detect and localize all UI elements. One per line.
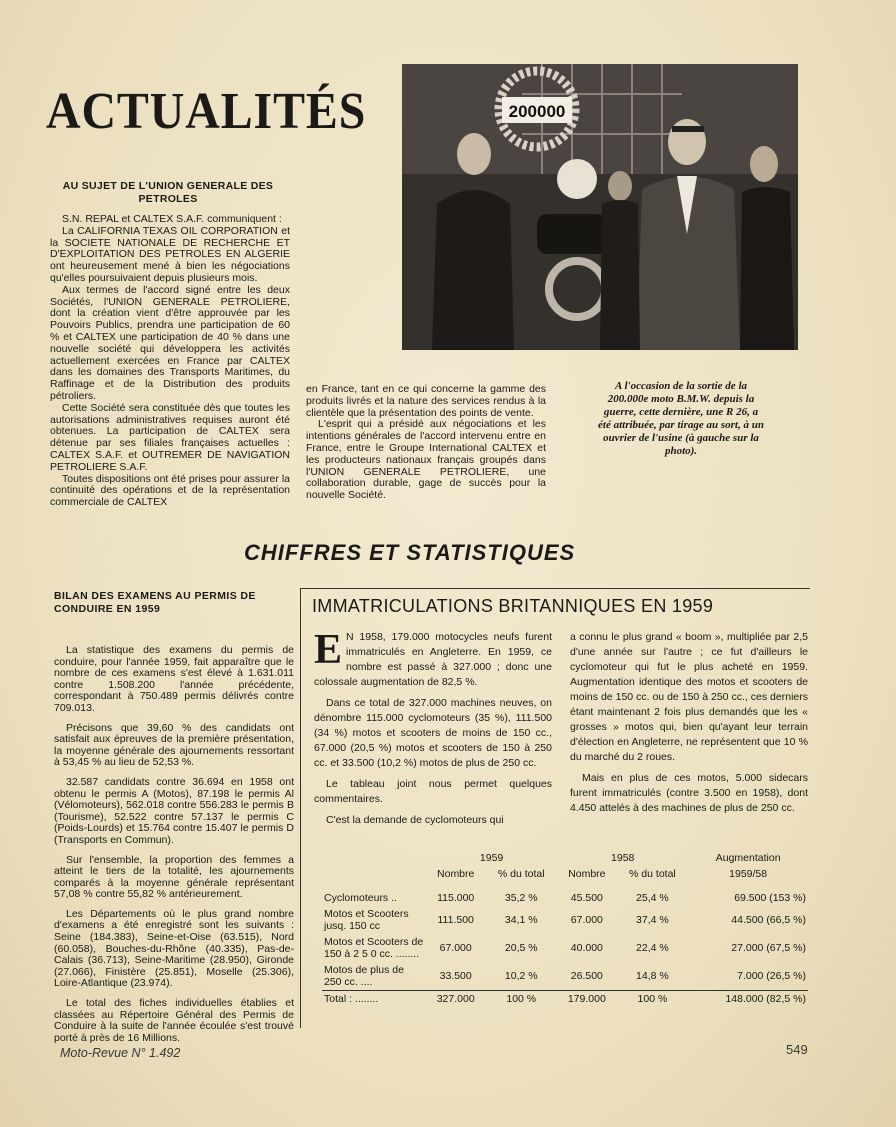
table-subheader-row [322, 866, 808, 882]
cell-p59: 20,5 % [504, 942, 538, 954]
cell-n58: 26.500 [570, 970, 603, 982]
article-paragraph: en France, tant en ce qui concerne la gamme des produits livrés et la nature des services rendus à la clientèle que la présentation des points de vente. [306, 383, 546, 419]
photo-illustration [402, 64, 798, 350]
box-top-rule [300, 588, 810, 589]
cell-p59: 10,2 % [504, 970, 538, 982]
table-row [322, 906, 808, 934]
bilan-paragraph: Précisons que 39,60 % des candidats ont satisfait aux épreuves de la première présentation, la moyenne générale des ajournements ressortant à 53,45 % au lieu de 52,53 %. [54, 721, 294, 769]
col-nombre: Nombre [568, 868, 606, 880]
bilan-heading: BILAN DES EXAMENS AU PERMIS DE CONDUIRE EN 1959 [54, 590, 256, 615]
article-paragraph: La CALIFORNIA TEXAS OIL CORPORATION et la SOCIETE NATIONALE DE RECHERCHE ET D'EXPLOITATION DES PETROLES EN ALGERIE ont heureusement mené à bien les négociations qu'elles poursuivaient depuis plusieurs mois. [50, 224, 290, 284]
year-1959-header: 1959 [479, 852, 504, 864]
bilan-paragraph: Le total des fiches individuelles établies et classées au Répertoire Général des Permis de Conduire à la suite de l'année écoulée s'est trouvé porté à près de 16 Millions. [54, 997, 294, 1044]
immat-paragraph-text: N 1958, 179.000 motocycles neufs furent immatriculés en Angleterre. En 1959, ce nombre est passé à 327.000 ; donc une colossale augmentation de 82,5 %. [314, 631, 552, 688]
immat-paragraph: a connu le plus grand « boom », multipliée par 2,5 d'une année sur l'autre ; ce fut d'ailleurs le cyclomoteur qui fut le plus acheté en 1959. Augmentation identique des motos et scooters de moins de 150 cc. ou de 150 à 250 cc., ces derniers étant maintenant 2 fois plus demandés que les « grosses » motos qui, bien qu'ayant leur terrain d'élection en Angleterre, ne représentent que 10 % du marché du 2 roues. [570, 631, 808, 763]
cell-aug: 69.500 (153 %) [734, 892, 806, 904]
photo-caption: A l'occasion de la sortie de la 200.000e moto B.M.W. depuis la guerre, cette dernière, une R 26, a été attribuée, par tirage au sort, à un ouvrier de l'usine (à gauche sur la photo). [598, 380, 764, 457]
cell-n58: 45.500 [570, 892, 603, 904]
cell-p58: 100 % [637, 993, 668, 1005]
col-pct: % du total [497, 868, 545, 880]
immat-paragraph [314, 627, 552, 690]
table-total-row [322, 991, 808, 1008]
photo-banner-number: 200000 [508, 102, 566, 121]
cell-n58: 179.000 [567, 993, 606, 1005]
column-divider [300, 588, 301, 1028]
row-label: Total : ........ [324, 993, 379, 1005]
row-label: Motos de plus de 250 cc. .... [324, 964, 404, 988]
cell-p58: 22,4 % [636, 942, 669, 954]
drop-cap: E [314, 627, 343, 673]
cell-p59: 100 % [506, 993, 537, 1005]
cell-n59: 115.000 [437, 892, 475, 904]
col-nombre: Nombre [437, 868, 475, 880]
cell-p58: 25,4 % [636, 892, 669, 904]
cell-n58: 67.000 [570, 914, 603, 926]
article-paragraph: Cette Société sera constituée dès que toutes les autorisations administratives requises auront été obtenues. La participation de CALTEX sera détenue par ses filiales françaises actuelles : CALTEX S.A.F. et OUTREMER DE NAVIGATION PETROLIERE S.A.F. [50, 401, 290, 473]
immat-paragraph: Dans ce total de 327.000 machines neuves, on dénombre 115.000 cyclomoteurs (35 %), 111.500 (34 %) motos et scooters de moins de 150 cc., 67.000 (20,5 %) motos et scooters de 150 à 250 cc. et 33.500 (10,2 %) motos de plus de 250 cc. [314, 697, 552, 769]
immat-paragraph: Mais en plus de ces motos, 5.000 sidecars furent immatriculés (contre 3.500 en 1958), dont 4.450 attelés à des machines de plus de 250 cc. [570, 772, 808, 814]
article-paragraph: L'esprit qui a présidé aux négociations et les intentions générales de l'accord intervenu entre en France, entre le Groupe International CALTEX et les producteurs nationaux français groupés dans l'UNION GENERALE PETROLIERE, une collaboration durable, gage de succès pour la nouvelle Société. [306, 418, 546, 502]
immat-column-2 [570, 630, 808, 822]
immat-column-1 [314, 627, 552, 834]
article-paragraph: Aux termes de l'accord signé entre les deux Sociétés, l'UNION GENERALE PETROLIERE, dont la création vient d'être approuvée par les Pouvoirs Publics, prendra une participation de 60 % et CALTEX une participation de 40 % dans une nouvelle société qui développera les activités actuellement exercées en France par CALTEX dans les domaines des Transports Maritimes, du Raffinage et de la Distribution des produits pétroliers. [50, 283, 290, 402]
cell-n58: 40.000 [570, 942, 603, 954]
cell-n59: 111.500 [437, 914, 474, 926]
cell-p58: 37,4 % [636, 914, 669, 926]
cell-aug: 7.000 (26,5 %) [737, 970, 806, 982]
cell-n59: 67.000 [439, 942, 472, 954]
bilan-paragraph: 32.587 candidats contre 36.694 en 1958 ont obtenu le permis A (Motos), 87.198 le permis Al (Vélomoteurs), 562.018 contre 556.283 le permis B (Tourisme), 52.522 contre 57.137 le permis C (Poids-Lourds) et 15.764 contre 15.407 le permis D (Transports en Commun). [54, 775, 294, 846]
cell-aug: 44.500 (66,5 %) [731, 914, 806, 926]
bmw-ceremony-photo [402, 64, 798, 350]
bilan-paragraph: Les Départements où le plus grand nombre d'examens a été enregistré sont les suivants : Seine (184.383), Seine-et-Oise (63.515), Nord (60.058), Bouches-du-Rhône (40.335), Pas-de-Calais (36.713), Seine-Maritime (28.950), Gironde (27.066), Finistère (25.851), Moselle (25.306), Loire-Atlantique (23.974). [54, 907, 294, 990]
table-header-row [322, 850, 808, 866]
augmentation-subheader: 1959/58 [729, 868, 768, 880]
cell-p59: 35,2 % [504, 892, 538, 904]
article-column-2 [306, 384, 546, 502]
immat-paragraph: C'est la demande de cyclomoteurs qui [326, 814, 504, 826]
bilan-paragraph: Sur l'ensemble, la proportion des femmes a atteint le tiers de la totalité, les ajournements comparés à la moyenne générale représentant 57,08 % contre 55,82 % antérieurement. [54, 853, 294, 901]
row-label: Cyclomoteurs .. [324, 892, 397, 904]
article-paragraph: S.N. REPAL et CALTEX S.A.F. communiquent : [62, 213, 282, 225]
table-row [322, 962, 808, 991]
year-1958-header: 1958 [611, 852, 635, 864]
immatriculations-title: IMMATRICULATIONS BRITANNIQUES EN 1959 [312, 596, 714, 616]
page-title: ACTUALITÉS [46, 83, 367, 140]
row-label: Motos et Scooters de 150 à 2 5 0 cc. ........ [324, 936, 424, 960]
cell-p59: 34,1 % [504, 914, 538, 926]
section-title: CHIFFRES ET STATISTIQUES [244, 540, 576, 565]
cell-aug: 148.000 (82,5 %) [725, 993, 806, 1005]
cell-n59: 33.500 [439, 970, 472, 982]
immat-paragraph: Le tableau joint nous permet quelques commentaires. [314, 778, 552, 805]
cell-aug: 27.000 (67,5 %) [731, 942, 806, 954]
page-number: 549 [786, 1042, 808, 1057]
table-row [322, 934, 808, 962]
article-paragraph: Toutes dispositions ont été prises pour assurer la continuité des opérations et de la représentation commerciale de CALTEX [50, 472, 290, 509]
bilan-paragraph: La statistique des examens du permis de conduire, pour l'année 1959, fait apparaître que le nombre de ces examens s'est élevé à 1.631.011 contre 1.508.200 l'année précédente, correspondant à 750.489 permis délivrés contre 709.013. [54, 644, 294, 714]
table-row [322, 890, 808, 906]
augmentation-header: Augmentation [715, 852, 781, 864]
row-label: Motos et Scooters jusq. 150 cc [324, 908, 409, 932]
col-pct: % du total [629, 868, 676, 880]
magazine-footer: Moto-Revue N° 1.492 [60, 1046, 181, 1060]
article-column-1 [50, 214, 290, 509]
bilan-column [54, 645, 294, 1052]
article-heading: AU SUJET DE L'UNION GENERALE DES PETROLES [62, 180, 274, 205]
cell-p58: 14,8 % [636, 970, 669, 982]
registrations-table [322, 850, 808, 1007]
cell-n59: 327.000 [436, 993, 475, 1005]
